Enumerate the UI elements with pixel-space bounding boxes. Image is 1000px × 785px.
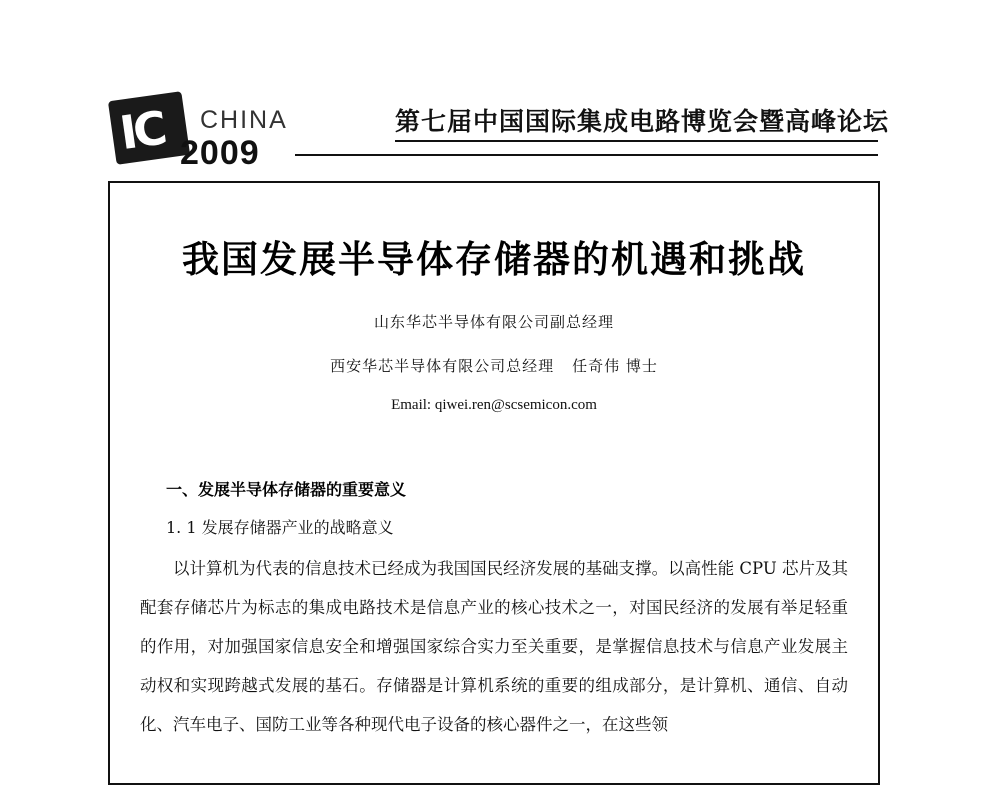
affiliation-1: 山东华芯半导体有限公司副总经理: [373, 313, 614, 331]
logo-china-text: CHINA: [200, 106, 288, 134]
header-rule-mid: [295, 154, 878, 156]
conference-logo: [112, 88, 302, 178]
body-paragraph: 以计算机为代表的信息技术已经成为我国国民经济发展的基础支撑。以高性能 CPU 芯片及其配套存储芯片为标志的集成电路技术是信息产业的核心技术之一，对国民经济的发展有举足轻重的作用，对加强国家信息安全和增强国家综合实力至关重要，是掌握信息技术与信息产业发展主动权和实现跨越式发展的基石。存储器是计算机系统的重要的组成部分，是计算机、通信、自动化、汽车电子、国防工业等各种现代电子设备的核心器件之一，在这些领: [140, 559, 848, 734]
article-frame: [108, 181, 880, 785]
author-name: 任奇伟 博士: [572, 357, 658, 375]
affiliation-2: 西安华芯半导体有限公司总经理: [330, 357, 555, 375]
subsection-heading: 1. 1 发展存储器产业的战略意义: [166, 518, 394, 537]
author-email: Email: qiwei.ren@scsemicon.com: [391, 397, 597, 413]
header-rule-top: [395, 140, 878, 142]
logo-year: 2009: [180, 134, 260, 172]
affiliation-2-line: [110, 355, 878, 376]
article-title: 我国发展半导体存储器的机遇和挑战: [182, 238, 806, 281]
section-heading: 一、发展半导体存储器的重要意义: [166, 480, 407, 499]
logo-mark: IC: [116, 100, 167, 161]
conference-title: 第七届中国国际集成电路博览会暨高峰论坛: [395, 107, 890, 136]
